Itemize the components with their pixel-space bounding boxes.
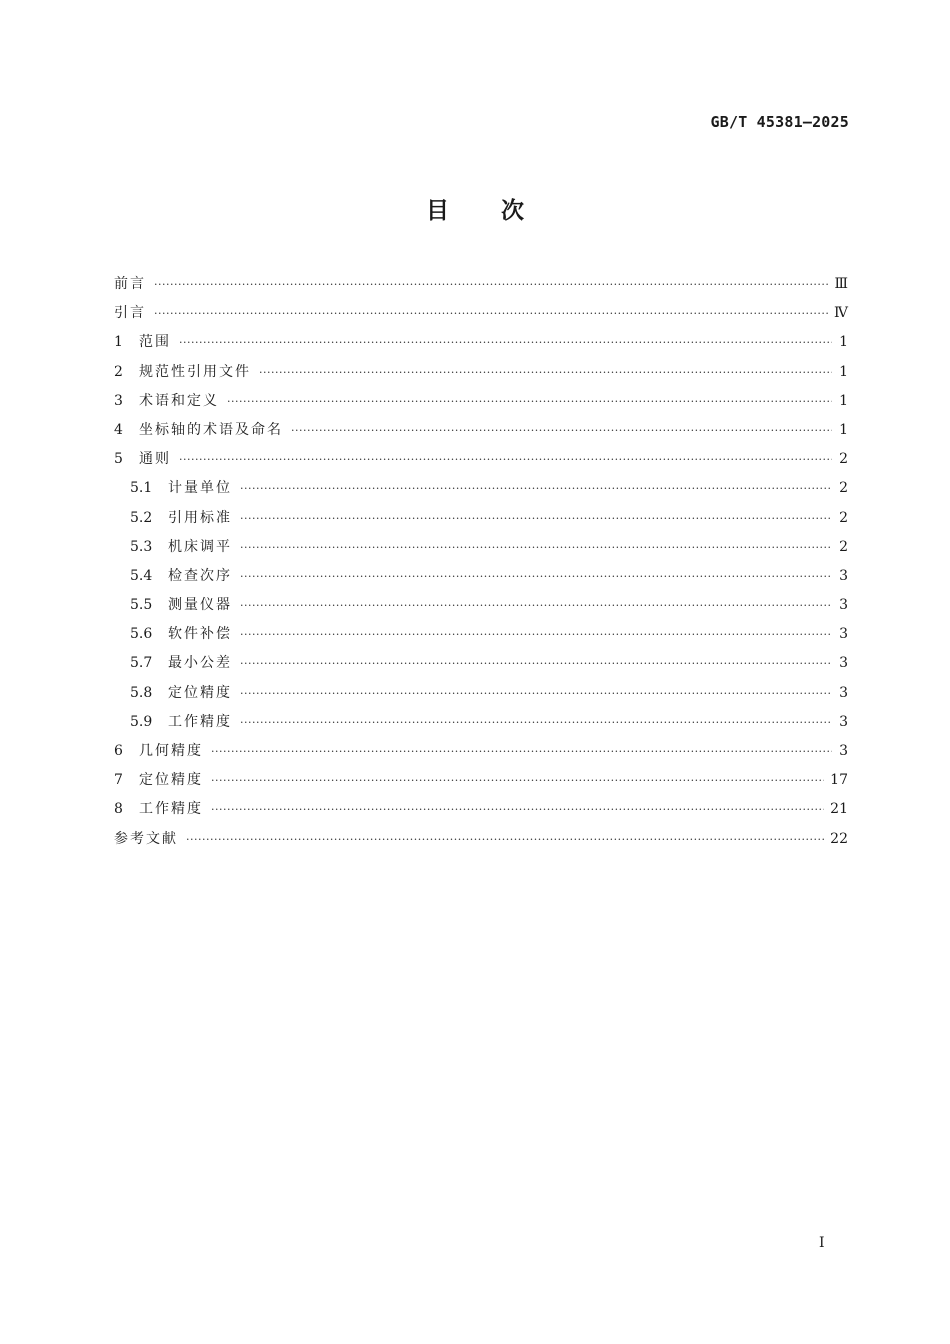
toc-entry-number: 2 <box>114 363 123 380</box>
toc-entry[interactable] <box>114 825 848 854</box>
toc-entry-page: 22 <box>830 830 848 847</box>
toc-entry[interactable] <box>114 533 848 562</box>
toc-entry-page: 2 <box>839 451 848 468</box>
toc-entry-page: 3 <box>839 684 848 701</box>
toc-entry-number: 3 <box>114 392 123 409</box>
toc-entry-label: 术语和定义 <box>139 392 219 409</box>
toc-entry[interactable] <box>114 795 848 824</box>
toc-entry-label: 引用标准 <box>168 509 232 526</box>
toc-entry-page: 3 <box>839 567 848 584</box>
toc-entry-label: 工作精度 <box>168 713 232 730</box>
dot-leader <box>291 416 832 445</box>
toc-entry-number: 5.2 <box>130 509 153 526</box>
toc-entry-label: 引言 <box>114 305 146 322</box>
toc-entry-page: 2 <box>839 509 848 526</box>
toc-entry-page: 3 <box>839 743 848 759</box>
toc-entry-page: 1 <box>839 334 848 351</box>
toc-entry[interactable] <box>114 562 848 591</box>
toc-entry-label: 最小公差 <box>168 655 232 672</box>
dot-leader <box>211 795 824 824</box>
toc-entry-number: 8 <box>114 801 123 818</box>
toc-entry[interactable] <box>114 591 848 620</box>
toc-entry-number: 4 <box>114 421 123 438</box>
page-number: I <box>819 1235 825 1251</box>
toc-entry-page: 1 <box>839 363 848 380</box>
toc-entry-label: 测量仪器 <box>168 597 232 614</box>
dot-leader <box>211 766 824 795</box>
toc-entry-number: 5.7 <box>130 655 153 672</box>
toc-entry-page: 17 <box>830 772 848 789</box>
toc-entry[interactable] <box>114 708 848 737</box>
toc-entry-page: Ⅲ <box>834 276 848 292</box>
toc-entry-label: 范围 <box>139 334 171 351</box>
dot-leader <box>240 474 832 503</box>
toc-entry-label: 软件补偿 <box>168 626 232 643</box>
toc-entry-page: 1 <box>839 421 848 438</box>
dot-leader <box>240 591 832 620</box>
toc-entry[interactable] <box>114 328 848 357</box>
toc-entry[interactable] <box>114 737 848 766</box>
toc-entry-number: 6 <box>114 743 123 759</box>
toc-entry-label: 定位精度 <box>139 772 203 789</box>
dot-leader <box>186 825 824 854</box>
toc-entry-number: 7 <box>114 772 123 789</box>
dot-leader <box>240 562 832 591</box>
dot-leader <box>179 445 832 474</box>
toc-entry-number: 5.5 <box>130 597 153 614</box>
toc-entry-number: 5 <box>114 451 123 468</box>
toc-entry-label: 检查次序 <box>168 567 232 584</box>
dot-leader <box>179 328 832 357</box>
toc-entry-label: 规范性引用文件 <box>139 363 251 380</box>
toc-entry-number: 1 <box>114 334 123 351</box>
toc-entry-page: 3 <box>839 655 848 672</box>
toc-entry-number: 5.3 <box>130 538 153 555</box>
toc-entry-page: 2 <box>839 538 848 555</box>
toc-entry-number: 5.9 <box>130 713 153 730</box>
toc-entry-page: 3 <box>839 597 848 614</box>
toc-entry[interactable] <box>114 387 848 416</box>
toc-entry[interactable] <box>114 270 848 299</box>
toc-entry-page: 3 <box>839 626 848 643</box>
toc-entry[interactable] <box>114 445 848 474</box>
dot-leader <box>154 270 828 299</box>
table-of-contents <box>114 270 848 854</box>
toc-entry-page: 3 <box>839 713 848 730</box>
dot-leader <box>227 387 832 416</box>
toc-entry-number: 5.6 <box>130 626 153 643</box>
toc-entry-page: 21 <box>830 801 848 818</box>
toc-entry-label: 通则 <box>139 451 171 468</box>
toc-entry-label: 前言 <box>114 276 146 292</box>
dot-leader <box>240 679 832 708</box>
toc-entry-label: 定位精度 <box>168 684 232 701</box>
toc-entry-number: 5.8 <box>130 684 153 701</box>
toc-entry-label: 工作精度 <box>139 801 203 818</box>
toc-entry-number: 5.4 <box>130 567 153 584</box>
dot-leader <box>240 504 832 533</box>
dot-leader <box>259 358 832 387</box>
toc-entry[interactable] <box>114 474 848 503</box>
dot-leader <box>154 299 828 328</box>
toc-entry-label: 计量单位 <box>168 480 232 497</box>
standard-code: GB/T 45381—2025 <box>710 113 849 131</box>
toc-entry-page: 2 <box>839 480 848 497</box>
toc-entry[interactable] <box>114 504 848 533</box>
dot-leader <box>240 620 832 649</box>
toc-entry-number: 5.1 <box>130 480 153 497</box>
toc-entry-label: 参考文献 <box>114 830 178 847</box>
toc-entry[interactable] <box>114 299 848 328</box>
dot-leader <box>240 533 832 562</box>
toc-entry-page: 1 <box>839 392 848 409</box>
toc-entry-page: Ⅳ <box>834 305 848 322</box>
toc-entry[interactable] <box>114 416 848 445</box>
dot-leader <box>211 737 832 766</box>
toc-entry-label: 几何精度 <box>139 743 203 759</box>
toc-entry[interactable] <box>114 620 848 649</box>
toc-entry-label: 机床调平 <box>168 538 232 555</box>
toc-entry[interactable] <box>114 766 848 795</box>
dot-leader <box>240 649 832 678</box>
toc-entry-label: 坐标轴的术语及命名 <box>139 421 283 438</box>
toc-title: 目次 <box>426 198 576 224</box>
dot-leader <box>240 708 832 737</box>
toc-entry[interactable] <box>114 649 848 678</box>
toc-entry[interactable] <box>114 358 848 387</box>
toc-entry[interactable] <box>114 679 848 708</box>
